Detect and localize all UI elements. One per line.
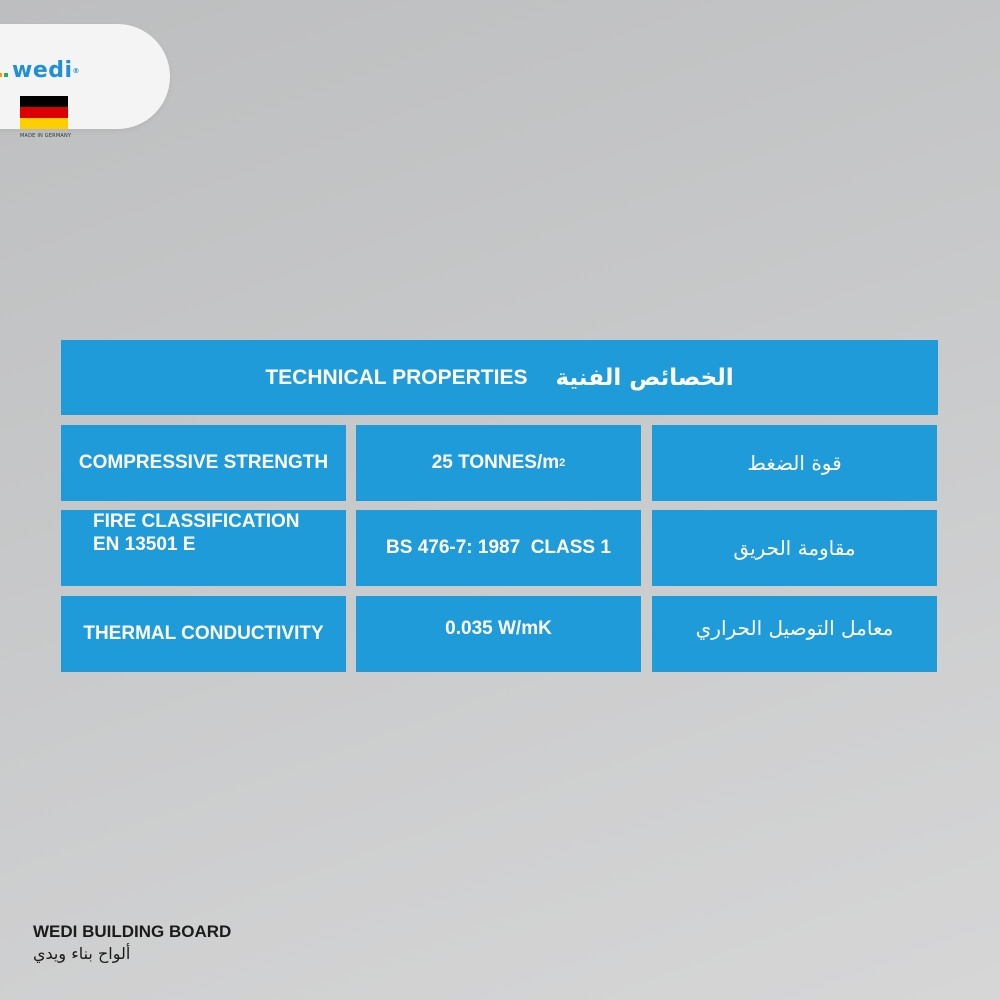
- compressive-strength-value-text: 25 TONNES/m: [431, 452, 560, 473]
- footer-title-ar: ألواح بناء ويدي: [33, 944, 131, 963]
- compressive-strength-unit-sup: 2: [559, 457, 566, 469]
- header-title-ar: الخصائص الفنية: [555, 364, 734, 391]
- fire-classification-label-line2: EN 13501 E: [93, 534, 196, 555]
- header-title-en: TECHNICAL PROPERTIES: [265, 365, 528, 389]
- compressive-strength-label-ar: قوة الضغط: [652, 425, 937, 501]
- thermal-conductivity-label-ar: معامل التوصيل الحراري: [652, 596, 937, 672]
- fire-classification-label: [61, 510, 346, 586]
- compressive-strength-label: COMPRESSIVE STRENGTH: [61, 425, 346, 501]
- wedi-logo: [0, 60, 80, 82]
- made-in-germany-label: MADE IN GERMANY: [20, 133, 72, 139]
- logo-brand: wedi: [12, 58, 73, 83]
- table-header: [61, 340, 938, 415]
- footer-title: WEDI BUILDING BOARD: [33, 922, 232, 941]
- fire-classification-label-ar: مقاومة الحريق: [652, 510, 937, 586]
- logo-registered-mark: ®: [72, 67, 81, 75]
- logo-dots-icon: [0, 60, 10, 82]
- logo-card: [0, 24, 170, 139]
- thermal-conductivity-label: THERMAL CONDUCTIVITY: [61, 596, 346, 672]
- fire-classification-label-line1: FIRE CLASSIFICATION: [93, 511, 300, 532]
- fire-classification-value: BS 476-7: 1987 CLASS 1: [356, 510, 641, 586]
- germany-flag-icon: [20, 96, 68, 129]
- compressive-strength-value: [356, 425, 641, 501]
- thermal-conductivity-value: 0.035 W/mK: [356, 596, 641, 672]
